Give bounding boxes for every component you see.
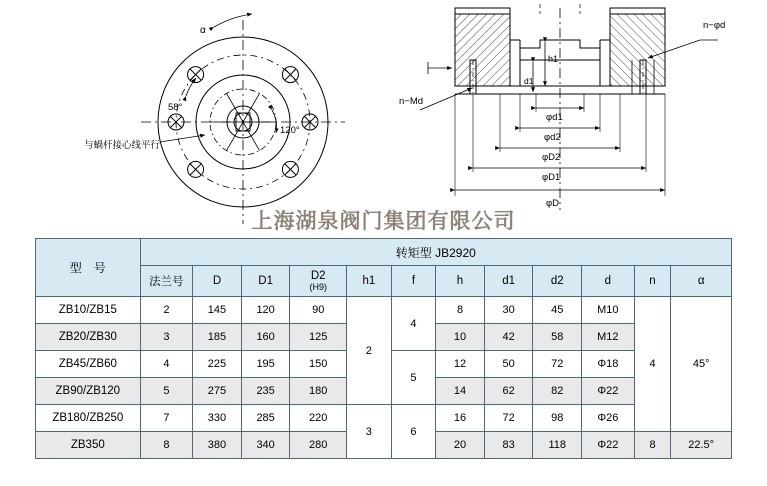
table-header-row-1 bbox=[36, 239, 732, 266]
cell-d1: 30 bbox=[484, 297, 533, 324]
table-row bbox=[36, 297, 732, 324]
cell-D2: 220 bbox=[290, 405, 347, 432]
cell-h: 10 bbox=[436, 324, 485, 351]
label-h1: h1 bbox=[548, 54, 559, 64]
cell-model: ZB45/ZB60 bbox=[36, 351, 141, 378]
header-D2-sub: (H9) bbox=[309, 282, 327, 292]
header-alpha: α bbox=[671, 266, 732, 297]
cell-D2: 90 bbox=[290, 297, 347, 324]
header-D1: D1 bbox=[241, 266, 290, 297]
cell-h: 16 bbox=[436, 405, 485, 432]
cell-D1: 160 bbox=[241, 324, 290, 351]
cell-D: 185 bbox=[193, 324, 242, 351]
label-d1-small: d1 bbox=[524, 76, 534, 86]
label-alpha: α bbox=[200, 25, 206, 36]
cell-d2: 58 bbox=[533, 324, 582, 351]
cell-h1-merged-a: 2 bbox=[347, 297, 392, 405]
cell-D1: 285 bbox=[241, 405, 290, 432]
cell-D1: 340 bbox=[241, 432, 290, 459]
header-h: h bbox=[436, 266, 485, 297]
cell-D: 225 bbox=[193, 351, 242, 378]
header-D2 bbox=[290, 266, 347, 297]
cell-D1: 235 bbox=[241, 378, 290, 405]
cell-d: M10 bbox=[582, 297, 635, 324]
header-d1: d1 bbox=[484, 266, 533, 297]
cell-d: Φ22 bbox=[582, 432, 635, 459]
cell-d: Φ18 bbox=[582, 351, 635, 378]
cell-d: Φ26 bbox=[582, 405, 635, 432]
cell-d: M12 bbox=[582, 324, 635, 351]
cell-D: 145 bbox=[193, 297, 242, 324]
header-title: 转矩型 JB2920 bbox=[140, 239, 731, 266]
cell-model: ZB10/ZB15 bbox=[36, 297, 141, 324]
cell-alpha-merged-a: 45° bbox=[671, 297, 732, 432]
cell-d2: 82 bbox=[533, 378, 582, 405]
table-header-row-2 bbox=[36, 266, 732, 297]
flange-front-view bbox=[141, 14, 345, 224]
cell-d1: 42 bbox=[484, 324, 533, 351]
header-flange-no: 法兰号 bbox=[140, 266, 193, 297]
cell-d1: 62 bbox=[484, 378, 533, 405]
cell-D1: 120 bbox=[241, 297, 290, 324]
cell-h: 14 bbox=[436, 378, 485, 405]
cell-d1: 83 bbox=[484, 432, 533, 459]
technical-drawing bbox=[0, 0, 767, 232]
cell-f-merged-a: 4 bbox=[391, 297, 436, 351]
flange-section-view bbox=[420, 4, 718, 210]
header-d: d bbox=[582, 266, 635, 297]
cell-d1: 72 bbox=[484, 405, 533, 432]
header-model: 型 号 bbox=[36, 239, 141, 297]
cell-d1: 50 bbox=[484, 351, 533, 378]
cell-d: Φ22 bbox=[582, 378, 635, 405]
label-n-phi-d: n−φd bbox=[703, 20, 726, 31]
cell-model: ZB90/ZB120 bbox=[36, 378, 141, 405]
label-phi-D2: φD2 bbox=[542, 152, 561, 163]
cell-D2: 280 bbox=[290, 432, 347, 459]
cell-d2: 45 bbox=[533, 297, 582, 324]
cell-f-merged-b: 5 bbox=[391, 351, 436, 405]
cell-h: 8 bbox=[436, 297, 485, 324]
header-D2-main: D2 bbox=[310, 270, 326, 282]
cell-flange: 4 bbox=[140, 351, 193, 378]
cell-h1-merged-b: 3 bbox=[347, 405, 392, 459]
cell-D2: 125 bbox=[290, 324, 347, 351]
header-n: n bbox=[634, 266, 671, 297]
cell-flange: 5 bbox=[140, 378, 193, 405]
cell-flange: 3 bbox=[140, 324, 193, 351]
cell-model: ZB180/ZB250 bbox=[36, 405, 141, 432]
header-h1: h1 bbox=[347, 266, 392, 297]
cell-D: 275 bbox=[193, 378, 242, 405]
header-D: D bbox=[193, 266, 242, 297]
cell-flange: 8 bbox=[140, 432, 193, 459]
cell-n-b: 8 bbox=[634, 432, 671, 459]
cell-d2: 98 bbox=[533, 405, 582, 432]
header-d2: d2 bbox=[533, 266, 582, 297]
cell-D2: 150 bbox=[290, 351, 347, 378]
label-angle-58: 58° bbox=[168, 102, 183, 113]
cell-model: ZB350 bbox=[36, 432, 141, 459]
label-angle-120: 120° bbox=[280, 125, 300, 136]
label-phi-d1: φd1 bbox=[546, 112, 563, 123]
cell-D1: 195 bbox=[241, 351, 290, 378]
label-parallel-note: 与蝸杆接心线平行 bbox=[84, 140, 161, 151]
cell-flange: 2 bbox=[140, 297, 193, 324]
cell-d2: 72 bbox=[533, 351, 582, 378]
header-f: f bbox=[391, 266, 436, 297]
cell-D: 380 bbox=[193, 432, 242, 459]
cell-alpha-b: 22.5° bbox=[671, 432, 732, 459]
cell-D: 330 bbox=[193, 405, 242, 432]
cell-flange: 7 bbox=[140, 405, 193, 432]
cell-h: 12 bbox=[436, 351, 485, 378]
watermark-company-name: 上海湖泉阀门集团有限公司 bbox=[251, 209, 516, 233]
cell-f-merged-c: 6 bbox=[391, 405, 436, 459]
cell-d2: 118 bbox=[533, 432, 582, 459]
label-phi-D1: φD1 bbox=[542, 172, 561, 183]
cell-n-merged-a: 4 bbox=[634, 297, 671, 432]
cell-model: ZB20/ZB30 bbox=[36, 324, 141, 351]
cell-D2: 180 bbox=[290, 378, 347, 405]
table-row bbox=[36, 405, 732, 432]
label-phi-d2: φd2 bbox=[544, 132, 561, 143]
dimension-table bbox=[35, 238, 732, 459]
label-n-md: n−Md bbox=[399, 96, 424, 107]
label-phi-D: φD bbox=[546, 198, 560, 209]
cell-h: 20 bbox=[436, 432, 485, 459]
